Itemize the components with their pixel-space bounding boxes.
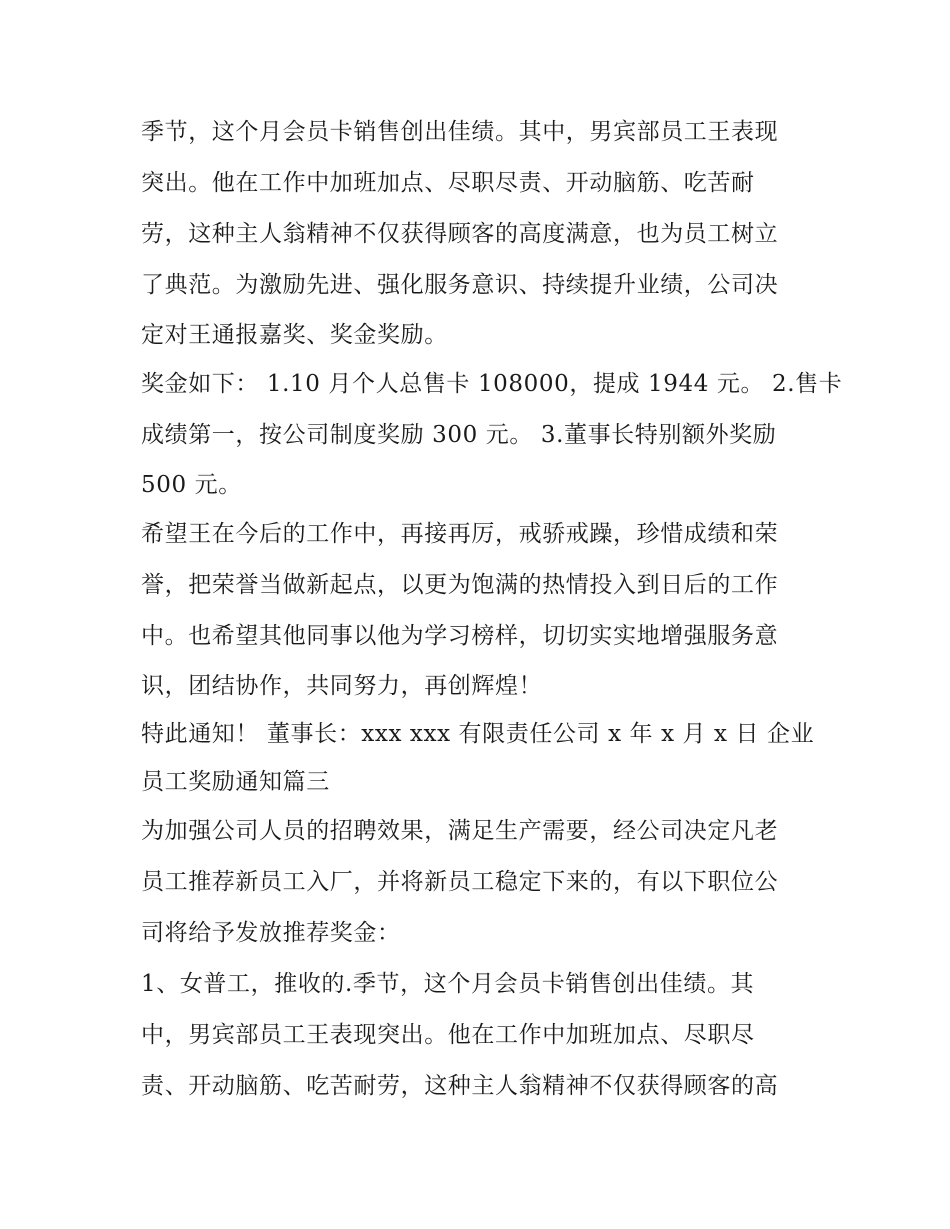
text-line: 责、开动脑筋、吃苦耐劳，这种主人翁精神不仅获得顾客的高 xyxy=(141,1073,779,1099)
text-line: 特此通知！ 董事长：xxx xxx 有限责任公司 x 年 x 月 x 日 企业 xyxy=(141,721,815,747)
text-line: 了典范。为激励先进、强化服务意识、持续提升业绩，公司决 xyxy=(141,272,779,298)
document-body xyxy=(141,107,843,1112)
text-line: 为加强公司人员的招聘效果，满足生产需要，经公司决定凡老 xyxy=(141,818,779,844)
text-line: 员工奖励通知篇三 xyxy=(141,769,330,795)
text-line: 中。也希望其他同事以他为学习榜样，切切实实地增强服务意 xyxy=(141,623,779,649)
text-line: 季节，这个月会员卡销售创出佳绩。其中，男宾部员工王表现 xyxy=(141,119,779,145)
text-line: 奖金如下： 1.10 月个人总售卡 108000，提成 1944 元。 2.售卡 xyxy=(141,371,843,397)
text-line: 劳，这种主人翁精神不仅获得顾客的高度满意，也为员工树立 xyxy=(141,221,779,247)
text-line: 员工推荐新员工入厂，并将新员工稳定下来的，有以下职位公 xyxy=(141,869,779,895)
text-line: 誉，把荣誉当做新起点，以更为饱满的热情投入到日后的工作 xyxy=(141,572,779,598)
text-line: 司将给予发放推荐奖金： xyxy=(141,920,401,946)
text-line: 成绩第一，按公司制度奖励 300 元。 3.董事长特别额外奖励 xyxy=(141,422,777,448)
text-line: 500 元。 xyxy=(141,472,242,498)
text-line: 突出。他在工作中加班加点、尽职尽责、开动脑筋、吃苦耐 xyxy=(141,170,755,196)
text-line: 1、女普工，推收的.季节，这个月会员卡销售创出佳绩。其 xyxy=(141,971,755,997)
text-line: 中，男宾部员工王表现突出。他在工作中加班加点、尽职尽 xyxy=(141,1022,755,1048)
text-line: 定对王通报嘉奖、奖金奖励。 xyxy=(141,322,448,348)
text-line: 识，团结协作，共同努力，再创辉煌！ xyxy=(141,673,543,699)
text-line: 希望王在今后的工作中，再接再厉，戒骄戒躁，珍惜成绩和荣 xyxy=(141,521,779,547)
